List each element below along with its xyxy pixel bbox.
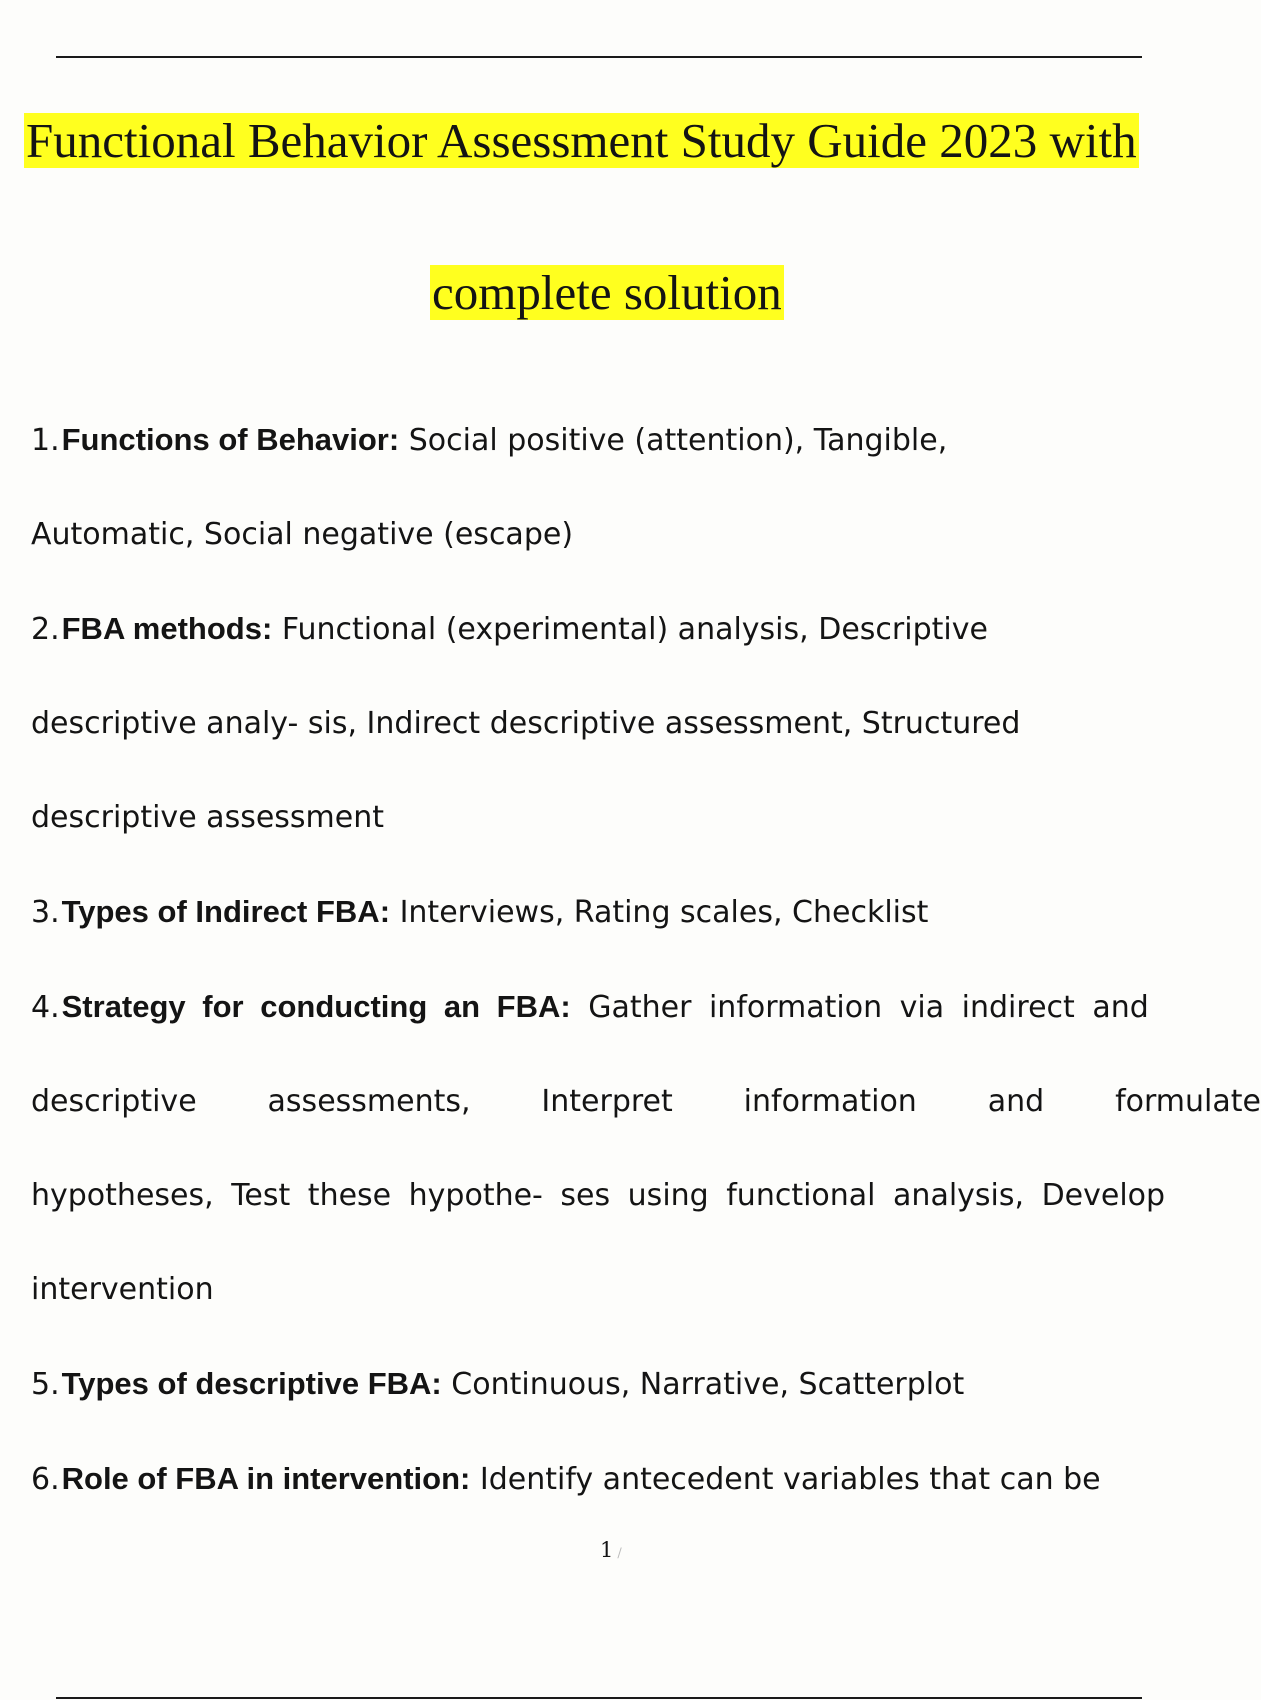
item-term: Strategy for conducting an FBA: xyxy=(61,989,571,1024)
item-number: 1. xyxy=(31,423,60,458)
justified-word: assessments, xyxy=(267,1084,471,1119)
item-term: Functions of Behavior: xyxy=(61,422,400,457)
item-term: FBA methods: xyxy=(61,611,273,646)
justified-word: and xyxy=(987,1084,1045,1119)
list-item-4 xyxy=(31,960,1200,1055)
item-number: 2. xyxy=(31,612,60,647)
page-number-value: 1 xyxy=(600,1538,614,1562)
top-rule xyxy=(56,56,1142,58)
document-title xyxy=(24,110,1139,172)
justified-word: information xyxy=(743,1084,917,1119)
item-text-line: descriptive assessment xyxy=(31,800,384,835)
item-text-line: Automatic, Social negative (escape) xyxy=(31,517,574,552)
justified-word: descriptive xyxy=(31,1084,197,1119)
item-number: 3. xyxy=(31,895,60,930)
item-number: 4. xyxy=(31,990,60,1025)
item-term: Types of Indirect FBA: xyxy=(61,894,391,929)
title-line-1: Functional Behavior Assessment Study Guide 2023 with xyxy=(26,113,1137,168)
item-text: Functional (experimental) analysis, Descriptive xyxy=(272,612,988,647)
item-term: Types of descriptive FBA: xyxy=(61,1366,442,1401)
item-text-line-justified xyxy=(31,1055,1261,1149)
item-term: Role of FBA in intervention: xyxy=(61,1461,471,1496)
item-text-line: hypotheses, Test these hypothe- ses using functional analysis, Develop xyxy=(31,1178,1166,1213)
item-text-line: descriptive analy- sis, Indirect descriptive assessment, Structured xyxy=(31,706,1021,741)
item-text: Gather information via indirect and xyxy=(570,990,1149,1025)
list-item-1 xyxy=(31,393,1200,488)
title-line-2: complete solution xyxy=(432,265,782,320)
page-number xyxy=(600,1538,622,1562)
list-item-3 xyxy=(31,865,1200,960)
item-number: 6. xyxy=(31,1462,60,1497)
document-subtitle xyxy=(430,262,784,324)
list-item-5 xyxy=(31,1337,1200,1432)
study-items-list xyxy=(31,393,1261,1527)
item-text-line: intervention xyxy=(31,1272,214,1307)
item-text: Continuous, Narrative, Scatterplot xyxy=(441,1367,965,1402)
item-text: Interviews, Rating scales, Checklist xyxy=(390,895,929,930)
justified-word: Interpret xyxy=(541,1084,673,1119)
bottom-rule xyxy=(56,1697,1142,1699)
item-number: 5. xyxy=(31,1367,60,1402)
list-item-2 xyxy=(31,582,1200,677)
justified-word: formulate xyxy=(1115,1084,1261,1119)
item-text: Social positive (attention), Tangible, xyxy=(399,423,948,458)
page-number-slash: / xyxy=(617,1546,622,1561)
list-item-6 xyxy=(31,1432,1200,1527)
item-text: Identify antecedent variables that can be xyxy=(470,1462,1101,1497)
